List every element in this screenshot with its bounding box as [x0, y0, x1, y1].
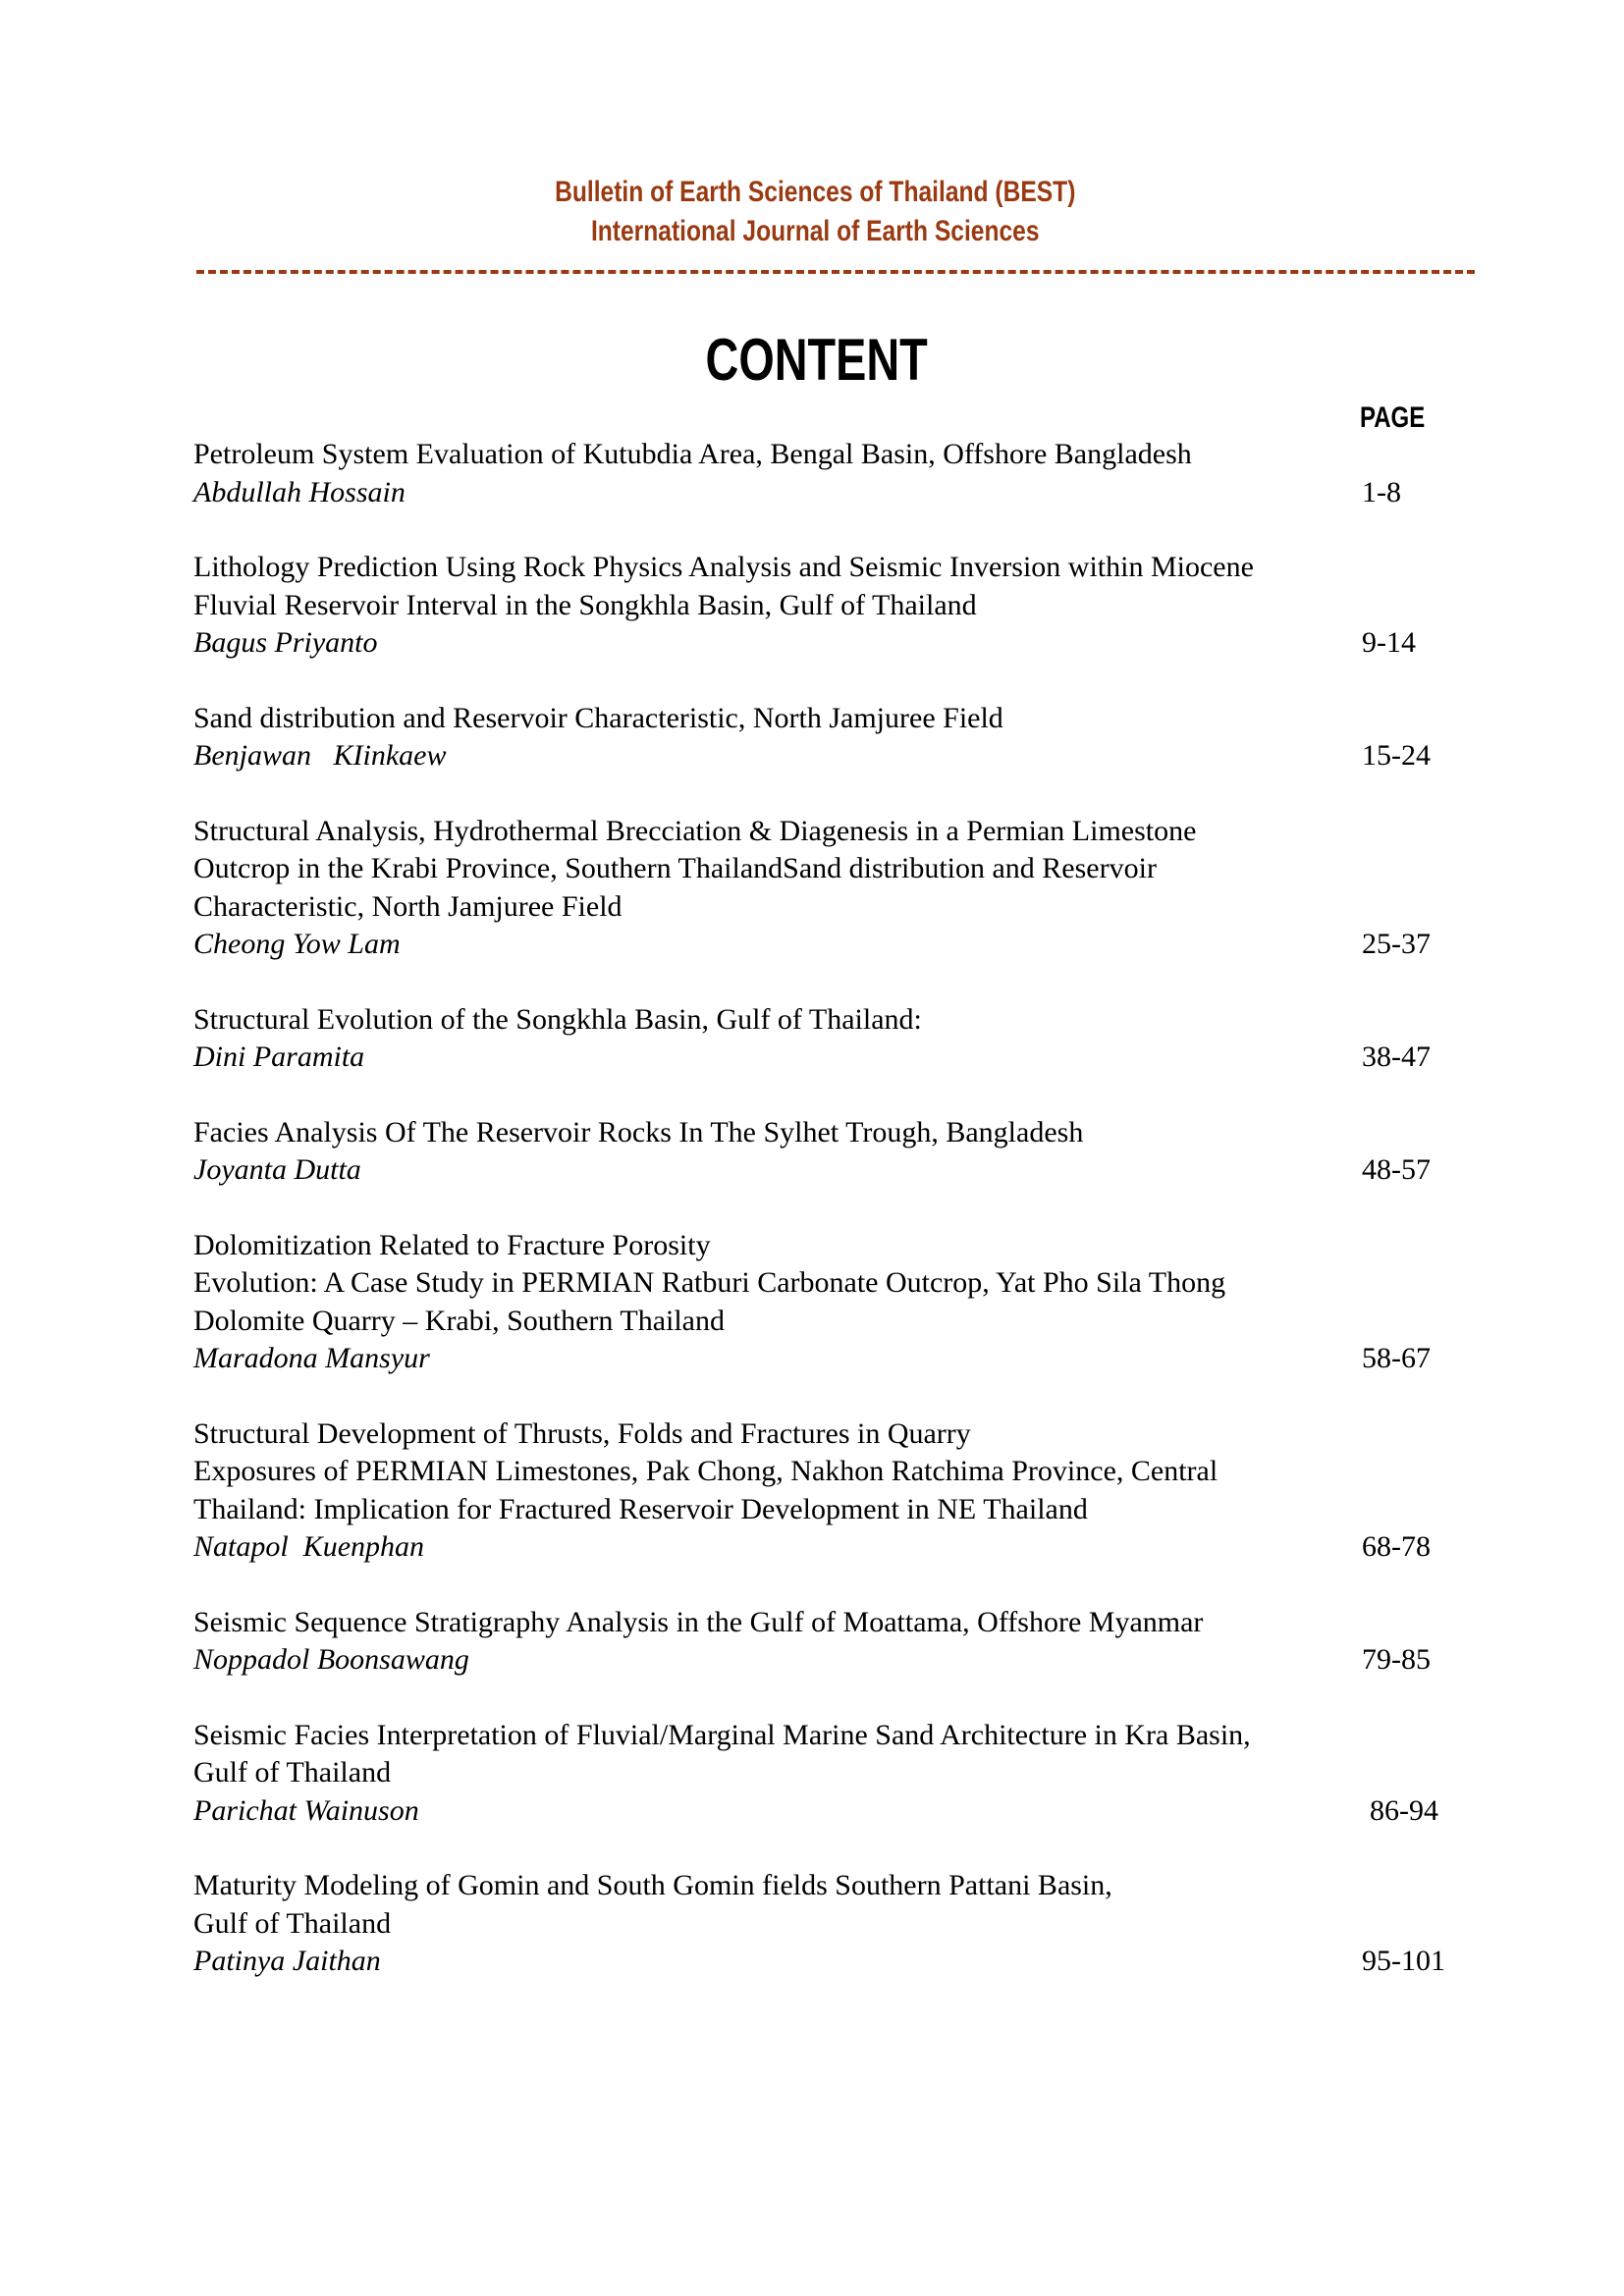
entry-author: Patinya Jaithan — [193, 1945, 381, 1977]
entry-page-range: 15-24 — [1362, 739, 1431, 772]
entry-page-range: 86-94 — [1370, 1793, 1438, 1827]
entry-title-line: Petroleum System Evaluation of Kutubdia Area, Bengal Basin, Offshore Bangladesh — [193, 438, 1192, 470]
entry-title-line: Sand distribution and Reservoir Characteristic, North Jamjuree Field — [193, 701, 1003, 734]
entry-title-line: Evolution: A Case Study in PERMIAN Ratburi Carbonate Outcrop, Yat Pho Sila Thong — [193, 1266, 1226, 1299]
entry-author: Joyanta Dutta — [193, 1153, 361, 1186]
entry-title-line: Exposures of PERMIAN Limestones, Pak Chong, Nakhon Ratchima Province, Central — [193, 1455, 1218, 1487]
toc-entry — [193, 700, 1499, 775]
entry-page-range: 25-37 — [1362, 928, 1431, 960]
entry-title-line: Thailand: Implication for Fractured Reservoir Development in NE Thailand — [193, 1492, 1088, 1525]
entry-page-range: 48-57 — [1362, 1153, 1431, 1186]
entry-author: Abdullah Hossain — [193, 475, 406, 508]
header-divider — [196, 270, 1475, 274]
entry-page-range: 9-14 — [1362, 626, 1416, 659]
toc-entry — [193, 1227, 1499, 1378]
entry-author: Benjawan KIinkaew — [193, 739, 447, 772]
entry-title-line: Gulf of Thailand — [193, 1756, 392, 1789]
entry-title-line: Structural Evolution of the Songkhla Basin, Gulf of Thailand: — [193, 1002, 922, 1036]
entry-title-line: Gulf of Thailand — [193, 1906, 392, 1940]
journal-title: Bulletin of Earth Sciences of Thailand (BEST) — [555, 176, 1076, 208]
toc-entry — [193, 1415, 1499, 1567]
entry-author: Bagus Priyanto — [193, 626, 378, 659]
entry-title-line: Structural Analysis, Hydrothermal Brecciation & Diagenesis in a Permian Limestone — [193, 814, 1197, 847]
toc-entry — [193, 1717, 1499, 1831]
entry-title-line: Structural Development of Thrusts, Folds and Fractures in Quarry — [193, 1416, 971, 1450]
entry-author: Noppadol Boonsawang — [193, 1643, 469, 1676]
page-title: CONTENT — [705, 327, 928, 393]
entry-page-range: 95-101 — [1362, 1945, 1445, 1977]
entry-page-range: 1-8 — [1362, 475, 1401, 508]
journal-subtitle: International Journal of Earth Sciences — [590, 215, 1040, 247]
toc-entry — [193, 1867, 1499, 1981]
table-of-contents — [193, 436, 1499, 2018]
entry-page-range: 68-78 — [1362, 1530, 1431, 1563]
entry-title-line: Outcrop in the Krabi Province, Southern ThailandSand distribution and Reservoir — [193, 852, 1157, 884]
entry-title-line: Dolomitization Related to Fracture Porosity — [193, 1228, 711, 1261]
toc-entry — [193, 813, 1499, 964]
entry-author: Cheong Yow Lam — [193, 928, 401, 960]
toc-entry — [193, 1114, 1499, 1190]
entry-title-line: Seismic Facies Interpretation of Fluvial/Marginal Marine Sand Architecture in Kra Basin, — [193, 1718, 1251, 1751]
entry-page-range: 79-85 — [1362, 1643, 1431, 1676]
journal-header — [149, 173, 1481, 251]
page-column-header: PAGE — [1360, 401, 1426, 434]
entry-author: Maradona Mansyur — [193, 1342, 430, 1374]
toc-entry — [193, 436, 1499, 511]
entry-title-line: Maturity Modeling of Gomin and South Gomin fields Southern Pattani Basin, — [193, 1869, 1112, 1901]
entry-title-line: Facies Analysis Of The Reservoir Rocks In The Sylhet Trough, Bangladesh — [193, 1115, 1084, 1148]
entry-title-line: Fluvial Reservoir Interval in the Songkhla Basin, Gulf of Thailand — [193, 588, 977, 621]
entry-author: Parichat Wainuson — [193, 1793, 419, 1827]
entry-title-line: Lithology Prediction Using Rock Physics Analysis and Seismic Inversion within Miocene — [193, 551, 1254, 583]
entry-page-range: 38-47 — [1362, 1041, 1431, 1073]
entry-title-line: Seismic Sequence Stratigraphy Analysis in the Gulf of Moattama, Offshore Myanmar — [193, 1605, 1204, 1638]
entry-title-line: Dolomite Quarry – Krabi, Southern Thailand — [193, 1304, 725, 1337]
toc-entry — [193, 1001, 1499, 1077]
toc-entry — [193, 1604, 1499, 1680]
entry-title-line: Characteristic, North Jamjuree Field — [193, 889, 623, 923]
entry-page-range: 58-67 — [1362, 1342, 1431, 1374]
entry-author: Natapol Kuenphan — [193, 1530, 425, 1563]
toc-entry — [193, 549, 1499, 663]
entry-author: Dini Paramita — [193, 1041, 365, 1073]
